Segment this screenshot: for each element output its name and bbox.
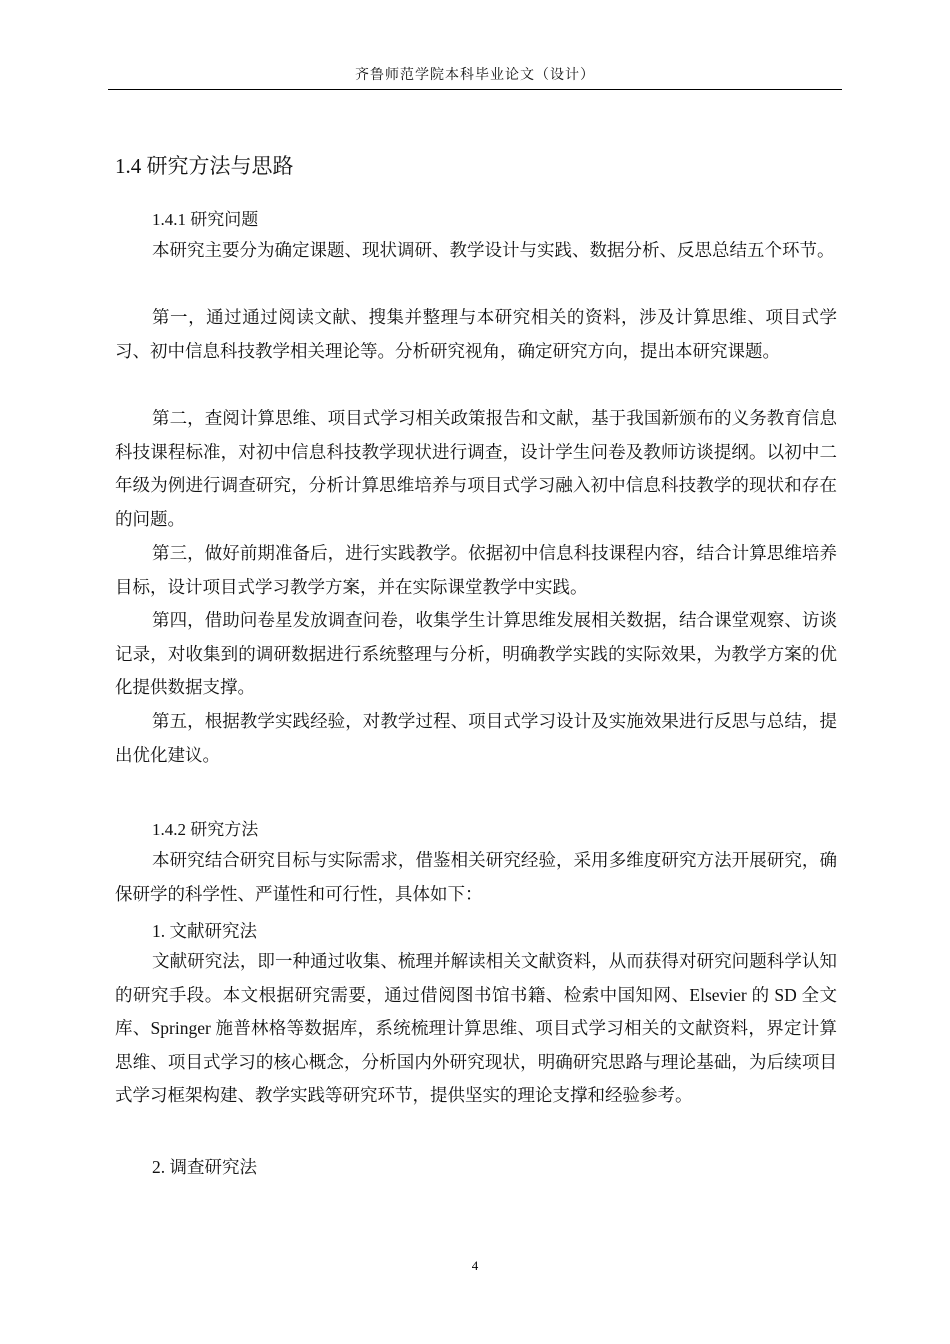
method-item-literature: 1. 文献研究法 xyxy=(152,921,257,941)
paragraph: 第五，根据教学实践经验，对教学过程、项目式学习设计及实施效果进行反思与总结，提出优化建议。 xyxy=(115,711,837,765)
subsection-heading-research-questions: 1.4.1 研究问题 xyxy=(152,210,259,229)
paragraph: 第三，做好前期准备后，进行实践教学。依据初中信息科技课程内容，结合计算思维培养目标，设计项目式学习教学方案，并在实际课堂教学中实践。 xyxy=(115,543,837,597)
paragraph: 文献研究法，即一种通过收集、梳理并解读相关文献资料，从而获得对研究问题科学认知的研究手段。本文根据研究需要，通过借阅图书馆书籍、检索中国知网、Elsevier 的 SD 全文库、Springer 施普林格等数据库，系统梳理计算思维、项目式学习相关的文献资料，界定计算思维、项目式学习的核心概念，分析国内外研究现状，明确研究思路与理论基础，为后续项目式学习框架构建、教学实践等研究环节，提供坚实的理论支撑和经验参考。 xyxy=(115,951,837,1105)
paragraph: 第二，查阅计算思维、项目式学习相关政策报告和文献，基于我国新颁布的义务教育信息科技课程标准，对初中信息科技教学现状进行调查，设计学生问卷及教师访谈提纲。以初中二年级为例进行调查研究，分析计算思维培养与项目式学习融入初中信息科技教学的现状和存在的问题。 xyxy=(115,408,837,529)
paragraph: 第四，借助问卷星发放调查问卷，收集学生计算思维发展相关数据，结合课堂观察、访谈记录，对收集到的调研数据进行系统整理与分析，明确教学实践的实际效果，为教学方案的优化提供数据支撑。 xyxy=(115,610,837,697)
section-heading: 1.4 研究方法与思路 xyxy=(115,154,294,178)
page-number: 4 xyxy=(471,1258,479,1273)
paragraph: 本研究结合研究目标与实际需求，借鉴相关研究经验，采用多维度研究方法开展研究，确保研学的科学性、严谨性和可行性，具体如下： xyxy=(115,850,837,904)
paragraph: 第一，通过通过阅读文献、搜集并整理与本研究相关的资料，涉及计算思维、项目式学习、初中信息科技教学相关理论等。分析研究视角，确定研究方向，提出本研究课题。 xyxy=(115,307,837,361)
header-rule xyxy=(108,89,842,90)
method-item-survey: 2. 调查研究法 xyxy=(152,1157,257,1177)
running-header: 齐鲁师范学院本科毕业论文（设计） xyxy=(355,67,595,83)
subsection-heading-research-methods: 1.4.2 研究方法 xyxy=(152,820,259,839)
paragraph: 本研究主要分为确定课题、现状调研、教学设计与实践、数据分析、反思总结五个环节。 xyxy=(152,240,835,260)
